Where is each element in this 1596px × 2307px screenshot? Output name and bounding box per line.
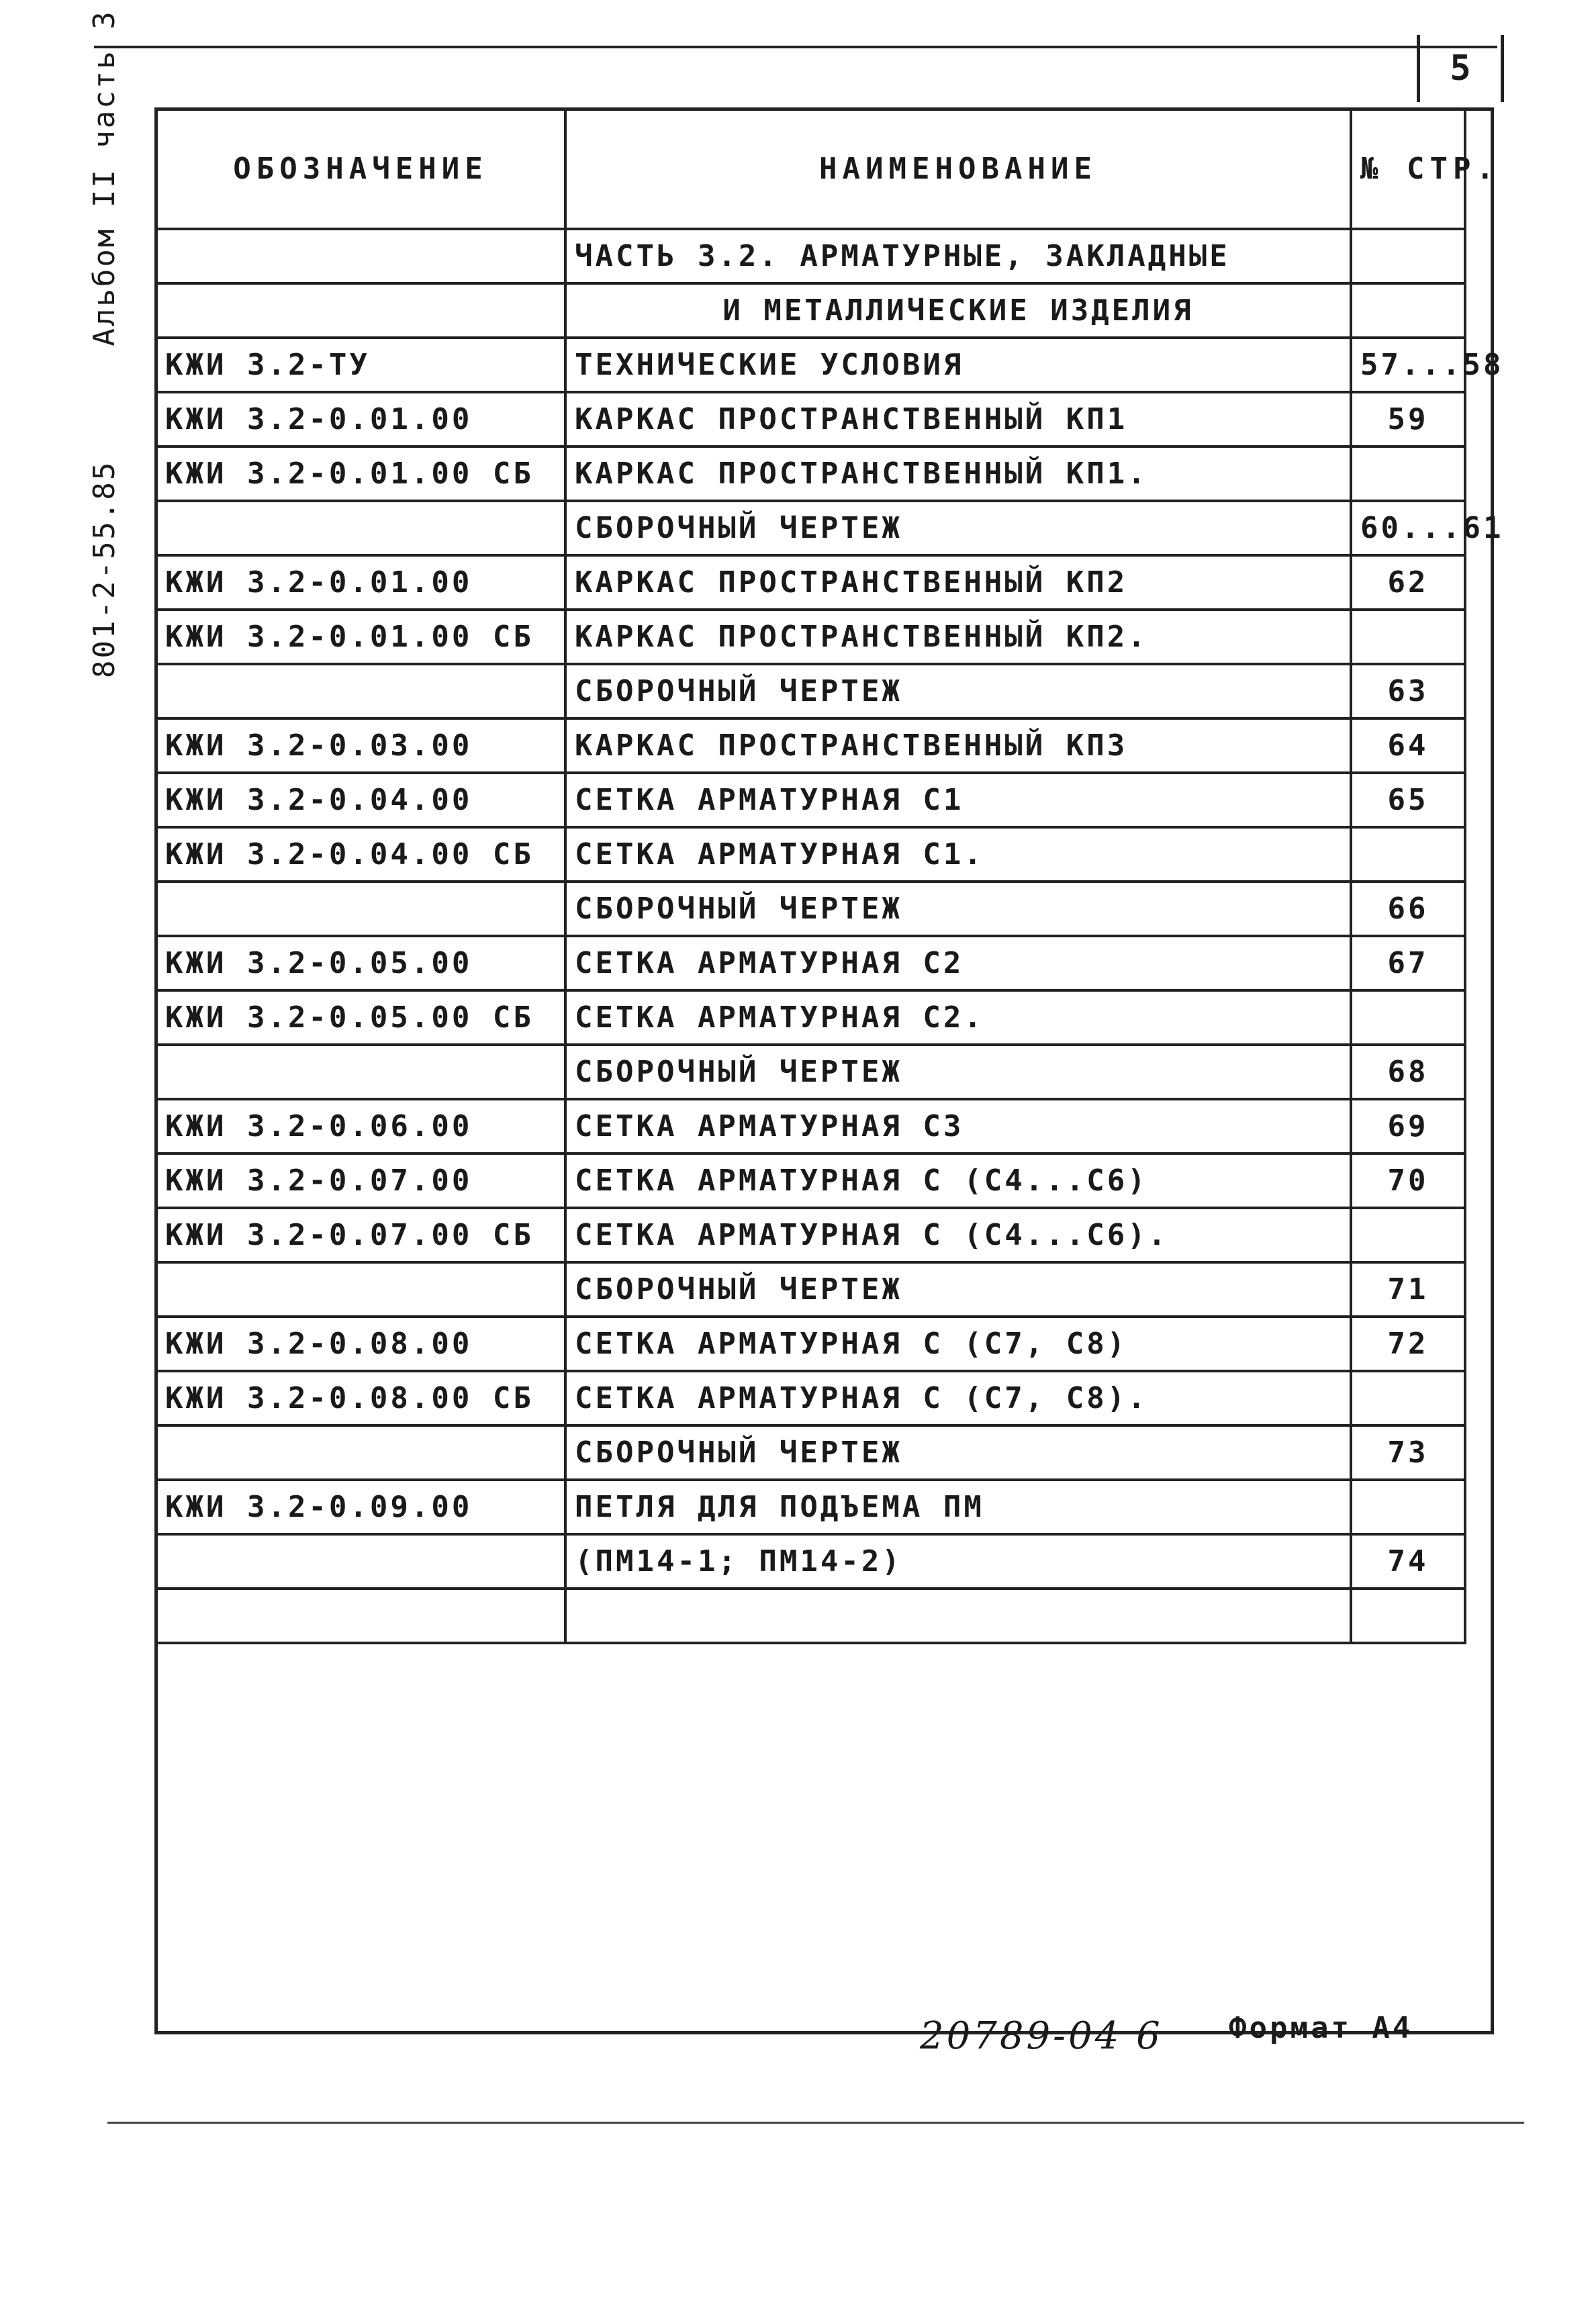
row-designation: [156, 1425, 565, 1480]
row-designation: [156, 1045, 565, 1099]
row-page: 64: [1351, 718, 1465, 773]
specification-table: [154, 107, 1504, 1644]
row-designation: КЖИ 3.2-0.01.00: [156, 392, 565, 446]
row-designation: КЖИ 3.2-0.08.00 СБ: [156, 1371, 565, 1425]
row-name: КАРКАС ПРОСТРАНСТВЕННЫЙ КП3: [565, 718, 1351, 773]
row-name: СБОРОЧНЫЙ ЧЕРТЕЖ: [565, 1425, 1351, 1480]
row-page: [1351, 990, 1465, 1045]
row-designation: КЖИ 3.2-0.03.00: [156, 718, 565, 773]
table-row: [156, 501, 1465, 555]
row-name: КАРКАС ПРОСТРАНСТВЕННЫЙ КП1: [565, 392, 1351, 446]
row-page: [1351, 446, 1465, 501]
footer-doc-number: 20789-04 6: [920, 2014, 1163, 2058]
table-row: [156, 338, 1465, 392]
row-page: 70: [1351, 1154, 1465, 1208]
row-page: 67: [1351, 936, 1465, 990]
table-row: [156, 1262, 1465, 1317]
row-page: [1351, 1589, 1465, 1643]
row-name: [565, 1589, 1351, 1643]
row-designation: [156, 1534, 565, 1589]
row-name: КАРКАС ПРОСТРАНСТВЕННЫЙ КП2: [565, 555, 1351, 610]
table-header-row: [156, 109, 1465, 229]
table-row: [156, 555, 1465, 610]
table-row: [156, 882, 1465, 936]
row-page: 63: [1351, 664, 1465, 718]
row-page: [1351, 1371, 1465, 1425]
table-row: [156, 718, 1465, 773]
side-label: [87, 9, 122, 678]
table-row: [156, 1371, 1465, 1425]
footer-format: Формат А4: [1229, 2011, 1413, 2045]
table-row: [156, 1480, 1465, 1534]
row-page: 66: [1351, 882, 1465, 936]
table-row: [156, 664, 1465, 718]
table-row: [156, 229, 1465, 283]
row-name: СЕТКА АРМАТУРНАЯ С1: [565, 773, 1351, 827]
table-row: [156, 1589, 1465, 1643]
row-designation: КЖИ 3.2-0.01.00 СБ: [156, 446, 565, 501]
table-row: [156, 446, 1465, 501]
row-page: 71: [1351, 1262, 1465, 1317]
header-designation: ОБОЗНАЧЕНИЕ: [156, 109, 565, 229]
row-designation: [156, 283, 565, 338]
table-row: [156, 936, 1465, 990]
page-number: 5: [1417, 35, 1504, 102]
row-designation: КЖИ 3.2-0.05.00: [156, 936, 565, 990]
row-page: [1351, 610, 1465, 664]
row-name: СБОРОЧНЫЙ ЧЕРТЕЖ: [565, 1045, 1351, 1099]
row-page: 73: [1351, 1425, 1465, 1480]
row-designation: КЖИ 3.2-ТУ: [156, 338, 565, 392]
row-name: (ПМ14-1; ПМ14-2): [565, 1534, 1351, 1589]
row-name: СЕТКА АРМАТУРНАЯ С2: [565, 936, 1351, 990]
row-designation: [156, 1262, 565, 1317]
side-label-designation: 801-2-55.85: [87, 460, 122, 678]
row-name: СЕТКА АРМАТУРНАЯ С (С4...С6): [565, 1154, 1351, 1208]
header-name: НАИМЕНОВАНИЕ: [565, 109, 1351, 229]
row-page: 59: [1351, 392, 1465, 446]
table-row: [156, 1045, 1465, 1099]
row-designation: [156, 664, 565, 718]
row-designation: [156, 501, 565, 555]
row-designation: КЖИ 3.2-0.09.00: [156, 1480, 565, 1534]
table-row: [156, 773, 1465, 827]
row-designation: КЖИ 3.2-0.06.00: [156, 1099, 565, 1154]
table-row: [156, 827, 1465, 882]
row-page: 68: [1351, 1045, 1465, 1099]
row-page: [1351, 1208, 1465, 1262]
row-name: И МЕТАЛЛИЧЕСКИЕ ИЗДЕЛИЯ: [565, 283, 1351, 338]
row-name: СБОРОЧНЫЙ ЧЕРТЕЖ: [565, 882, 1351, 936]
side-label-album: Альбом II часть 3: [87, 9, 122, 346]
row-page: 57...58: [1351, 338, 1465, 392]
row-designation: КЖИ 3.2-0.07.00: [156, 1154, 565, 1208]
row-name: СЕТКА АРМАТУРНАЯ С2.: [565, 990, 1351, 1045]
row-name: СБОРОЧНЫЙ ЧЕРТЕЖ: [565, 664, 1351, 718]
top-rule: [94, 46, 1497, 48]
row-page: 62: [1351, 555, 1465, 610]
row-page: 65: [1351, 773, 1465, 827]
table-row: [156, 1317, 1465, 1371]
row-designation: КЖИ 3.2-0.05.00 СБ: [156, 990, 565, 1045]
table-row: [156, 1099, 1465, 1154]
row-name: КАРКАС ПРОСТРАНСТВЕННЫЙ КП2.: [565, 610, 1351, 664]
row-page: 74: [1351, 1534, 1465, 1589]
row-page: [1351, 827, 1465, 882]
row-page: [1351, 283, 1465, 338]
row-designation: КЖИ 3.2-0.04.00 СБ: [156, 827, 565, 882]
row-name: ЧАСТЬ 3.2. АРМАТУРНЫЕ, ЗАКЛАДНЫЕ: [565, 229, 1351, 283]
table-row: [156, 1534, 1465, 1589]
row-designation: [156, 882, 565, 936]
row-name: СЕТКА АРМАТУРНАЯ С (С7, С8).: [565, 1371, 1351, 1425]
row-designation: [156, 229, 565, 283]
row-name: ПЕТЛЯ ДЛЯ ПОДЪЕМА ПМ: [565, 1480, 1351, 1534]
table-row: [156, 990, 1465, 1045]
row-page: 69: [1351, 1099, 1465, 1154]
row-page: [1351, 229, 1465, 283]
row-name: КАРКАС ПРОСТРАНСТВЕННЫЙ КП1.: [565, 446, 1351, 501]
row-name: СБОРОЧНЫЙ ЧЕРТЕЖ: [565, 1262, 1351, 1317]
row-name: СЕТКА АРМАТУРНАЯ С (С4...С6).: [565, 1208, 1351, 1262]
row-designation: КЖИ 3.2-0.08.00: [156, 1317, 565, 1371]
row-name: СЕТКА АРМАТУРНАЯ С3: [565, 1099, 1351, 1154]
row-page: 60...61: [1351, 501, 1465, 555]
row-name: СБОРОЧНЫЙ ЧЕРТЕЖ: [565, 501, 1351, 555]
row-designation: [156, 1589, 565, 1643]
bottom-rule: [107, 2122, 1524, 2124]
row-designation: КЖИ 3.2-0.04.00: [156, 773, 565, 827]
header-page: № СТР.: [1351, 109, 1465, 229]
table-row: [156, 1154, 1465, 1208]
row-name: ТЕХНИЧЕСКИЕ УСЛОВИЯ: [565, 338, 1351, 392]
table-row: [156, 1425, 1465, 1480]
row-designation: КЖИ 3.2-0.07.00 СБ: [156, 1208, 565, 1262]
row-page: 72: [1351, 1317, 1465, 1371]
row-designation: КЖИ 3.2-0.01.00: [156, 555, 565, 610]
row-name: СЕТКА АРМАТУРНАЯ С1.: [565, 827, 1351, 882]
table-row: [156, 610, 1465, 664]
table-row: [156, 283, 1465, 338]
table-row: [156, 392, 1465, 446]
table-row: [156, 1208, 1465, 1262]
row-designation: КЖИ 3.2-0.01.00 СБ: [156, 610, 565, 664]
row-name: СЕТКА АРМАТУРНАЯ С (С7, С8): [565, 1317, 1351, 1371]
row-page: [1351, 1480, 1465, 1534]
